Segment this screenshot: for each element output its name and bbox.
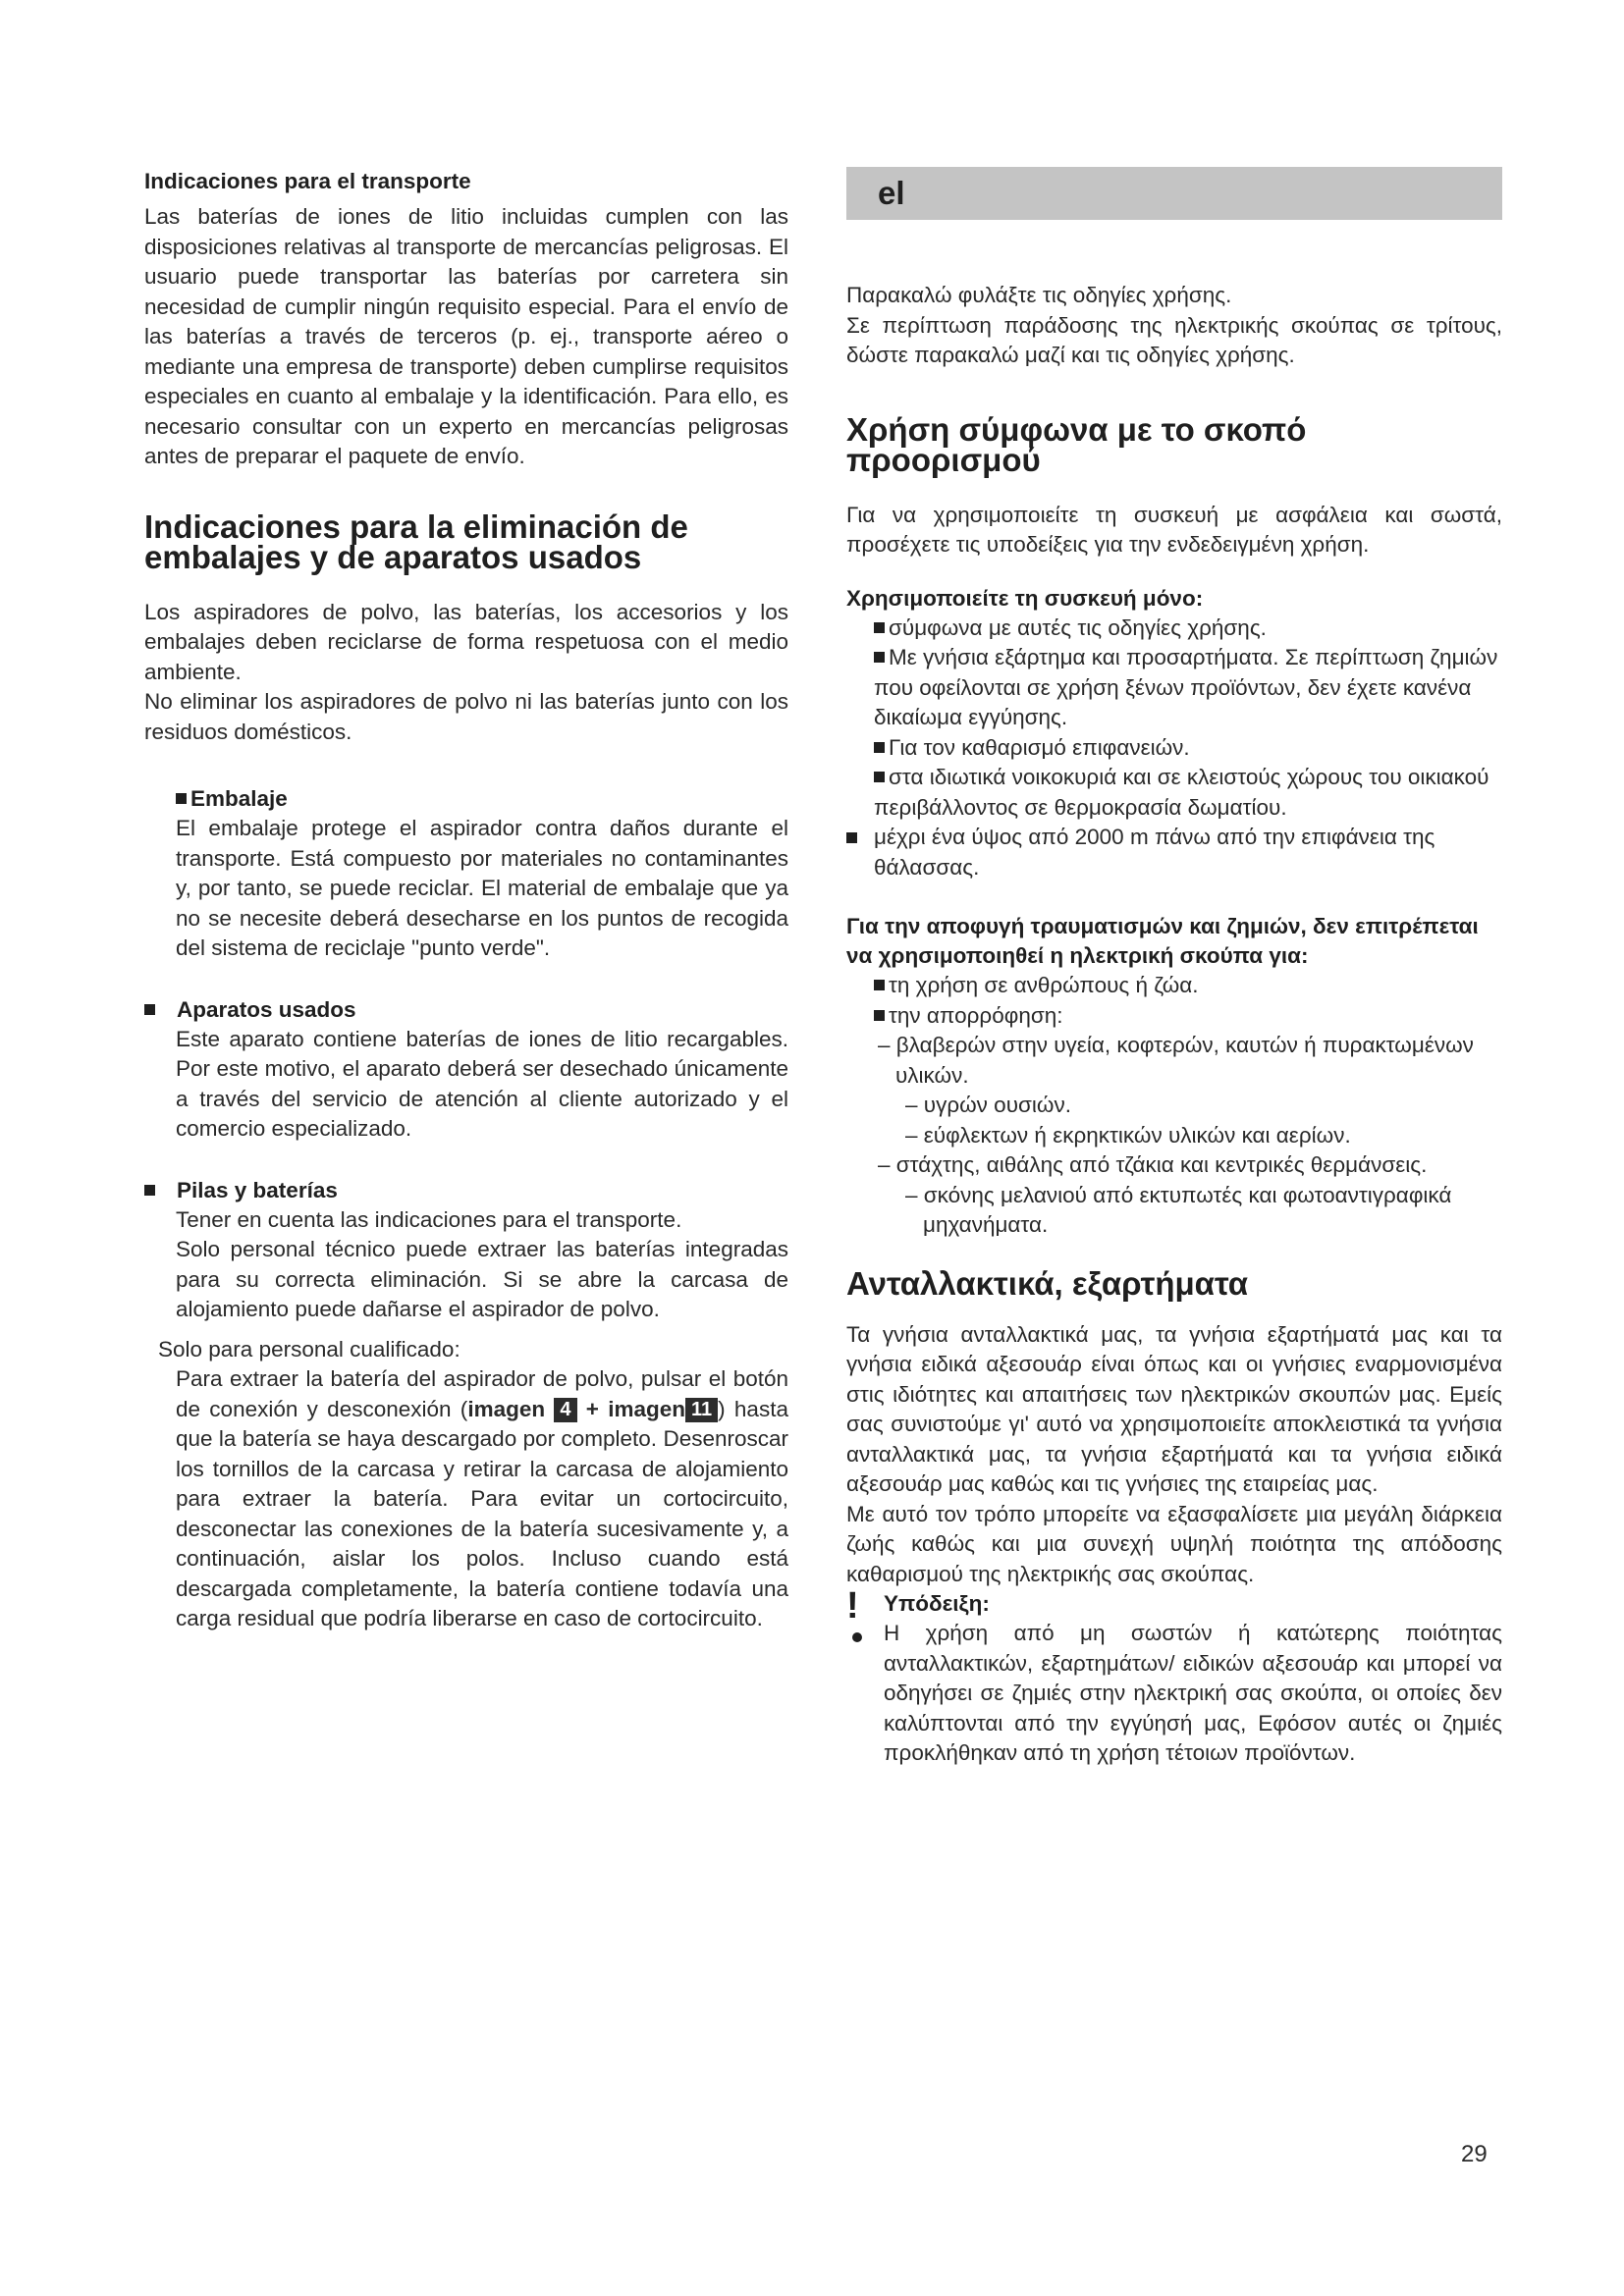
square-bullet-icon: [144, 1004, 155, 1015]
intended-use-text: Για να χρησιμοποιείτε τη συσκευή με ασφάλεια και σωστά, προσέχετε τις υποδείξεις για την ενδεδειγμένη χρήση.: [846, 502, 1502, 557]
list-item: – υγρών ουσιών.: [905, 1093, 1071, 1117]
list-item: σύμφωνα με αυτές τις οδηγίες χρήσης.: [874, 614, 1502, 644]
spare-parts-text-1: Τα γνήσια ανταλλακτικά μας, τα γνήσια εξαρτήματά μας και τα γνήσια ειδικά αξεσουάρ είναι όπως και οι γνήσιες εναρμονισμένα στις ιδιότητες και απαιτήσεις των ηλεκτρικών σκουπών μας. Εμείς σας συνιστούμε γι' αυτό να χρησιμοποιείτε αποκλειστικά τα γνήσια ανταλλακτικά μας, τα γνήσια εξαρτήματά και τα γνήσια ειδικά αξεσουάρ μας καθώς και τις γνήσιες της εταιρείας μας.: [846, 1321, 1502, 1496]
note-text: Η χρήση από μη σωστών ή κατώτερης ποιότητας ανταλλακτικών, εξαρτημάτων/ ειδικών αξεσουάρ και μπορεί να οδηγήσει σε ζημιές στην ηλεκτρική σας σκούπα, οι οποίες δεν καλύπτονται από την εγγύησή μας, Εφόσον αυτές οι ζημιές προκλήθηκαν από τη χρήση τέτοιων προϊόντων.: [884, 1621, 1502, 1765]
list-item: – στάχτης, αιθάλης από τζάκια και κεντρικές θερμάνσεις.: [878, 1152, 1428, 1177]
square-bullet-icon: [874, 980, 885, 990]
use-only-heading: Χρησιμοποιείτε τη συσκευή μόνο:: [846, 585, 1204, 611]
note-block: [846, 1585, 1502, 1769]
square-bullet-icon: [176, 793, 187, 804]
exclamation-icon: !: [846, 1585, 859, 1627]
intro-text-1: Παρακαλώ φυλάξτε τις οδηγίες χρήσης.: [846, 283, 1232, 307]
square-bullet-icon: [874, 772, 885, 782]
list-item: την απορρόφηση:: [874, 1001, 1502, 1032]
square-bullet-icon: [874, 652, 885, 663]
spare-parts-heading: Ανταλλακτικά, εξαρτήματα: [846, 1264, 1249, 1302]
square-bullet-icon: [144, 1185, 155, 1196]
list-item: – βλαβερών στην υγεία, κοφτερών, καυτών ή πυρακτωμένων υλικών.: [878, 1033, 1474, 1088]
packaging-title: Embalaje: [176, 784, 788, 814]
page-number: 29: [1461, 2141, 1488, 2167]
left-column: [144, 167, 788, 1634]
prohibit-list: [846, 971, 1502, 1241]
disposal-heading: Indicaciones para la eliminación de embalajes y de aparatos usados: [144, 507, 688, 575]
use-only-list: [846, 614, 1502, 824]
list-item: Για τον καθαρισμό επιφανειών.: [874, 733, 1502, 764]
list-item: στα ιδιωτικά νοικοκυριά και σε κλειστούς χώρους του οικιακού περιβάλλοντος σε θερμοκρασία δωματίου.: [874, 765, 1489, 820]
packaging-section: [144, 784, 788, 964]
right-column: [846, 167, 1502, 1769]
spare-parts-text-2: Με αυτό τον τρόπο μπορείτε να εξασφαλίσετε μια μεγάλη διάρκεια ζωής καθώς και μια συνεχή υψηλή ποιότητα της απόδοσης καθαρισμού της ηλεκτρικής σας σκούπας.: [846, 1501, 1502, 1586]
square-bullet-icon: [874, 742, 885, 753]
disposal-text-1: Los aspiradores de polvo, las baterías, los accesorios y los embalajes deben reciclarse de forma respetuosa con el medio ambiente.: [144, 599, 788, 684]
batteries-text-2: Solo personal técnico puede extraer las baterías integradas para su correcta eliminación. Si se abre la carcasa de alojamiento puede dañarse el aspirador de polvo.: [176, 1237, 788, 1321]
batteries-text-1: Tener en cuenta las indicaciones para el transporte.: [176, 1206, 682, 1232]
list-item: – σκόνης μελανιού από εκτυπωτές και φωτοαντιγραφικά μηχανήματα.: [905, 1182, 1452, 1237]
intended-use-heading: Χρήση σύμφωνα με το σκοπό προορισμού: [846, 410, 1307, 478]
list-item: τη χρήση σε ανθρώπους ή ζώα.: [874, 971, 1502, 1001]
list-item: – εύφλεκτων ή εκρηκτικών υλικών και αερίων.: [905, 1122, 1351, 1148]
square-bullet-icon: [846, 832, 857, 843]
square-bullet-icon: [874, 1010, 885, 1021]
extract-text: Para extraer la batería del aspirador de polvo, pulsar el botón de conexión y desconexión (imagen 4 + imagen 11 ) hasta que la batería se haya descargado por completo. Desenroscar los tornillos de la carcasa y retirar la carcasa de alojamiento para extraer la batería. Para evitar un cortocircuito, desconectar las conexiones de la batería sucesivamente y, a continuación, aislar los polos. Incluso cuando está descargada completamente, la batería contiene todavía una carga residual que podría liberarse en caso de cortocircuito.: [176, 1366, 788, 1630]
prohibit-heading: Για την αποφυγή τραυματισμών και ζημιών, δεν επιτρέπεται να χρησιμοποιηθεί η ηλεκτρική σκούπα για:: [846, 914, 1479, 968]
note-heading: Υπόδειξη:: [884, 1591, 990, 1616]
batteries-title: Pilas y baterías: [144, 1176, 788, 1205]
transport-text: Las baterías de iones de litio incluidas cumplen con las disposiciones relativas al transporte de mercancías peligrosas. El usuario puede transportar las baterías por carretera sin necesidad de cumplir ningún requisito especial. Para el envío de las baterías a través de terceros (p. ej., transporte aéreo o mediante una empresa de transporte) deben cumplirse requisitos especiales en cuanto al embalaje y la identificación. Para ello, es necesario consultar con un experto en mercancías peligrosas antes de preparar el paquete de envío.: [144, 204, 788, 468]
language-tab-bar: el: [846, 167, 1502, 220]
figure-4-badge: 4: [554, 1398, 576, 1422]
qualified-label: Solo para personal cualificado:: [158, 1336, 460, 1362]
use-only-last-item: μέχρι ένα ύψος από 2000 m πάνω από την επιφάνεια της θάλασσας.: [846, 823, 1502, 882]
used-title: Aparatos usados: [144, 995, 788, 1025]
packaging-text: El embalaje protege el aspirador contra daños durante el transporte. Está compuesto por materiales no contaminantes y, por tanto, se puede reciclar. El material de embalaje que ya no se necesite deberá desecharse en los puntos de recogida del sistema de reciclaje "punto verde".: [176, 816, 788, 960]
square-bullet-icon: [874, 622, 885, 633]
transport-heading: Indicaciones para el transporte: [144, 169, 471, 193]
bullet-dot-icon: [852, 1632, 862, 1642]
intro-text-2: Σε περίπτωση παράδοσης της ηλεκτρικής σκούπας σε τρίτους, δώστε παρακαλώ μαζί και τις οδηγίες χρήσης.: [846, 312, 1502, 367]
disposal-text-2: No eliminar los aspiradores de polvo ni las baterías junto con los residuos domésticos.: [144, 689, 788, 744]
list-item: Με γνήσια εξάρτημα και προσαρτήματα. Σε περίπτωση ζημιών που οφείλονται σε χρήση ξένων προϊόντων, δεν έχετε κανένα δικαίωμα εγγύησης.: [874, 645, 1498, 729]
figure-11-badge: 11: [685, 1398, 718, 1422]
used-text: Este aparato contiene baterías de iones de litio recargables. Por este motivo, el aparato deberá ser desechado únicamente a través del servicio de atención al cliente autorizado y el comercio especializado.: [176, 1026, 788, 1141]
